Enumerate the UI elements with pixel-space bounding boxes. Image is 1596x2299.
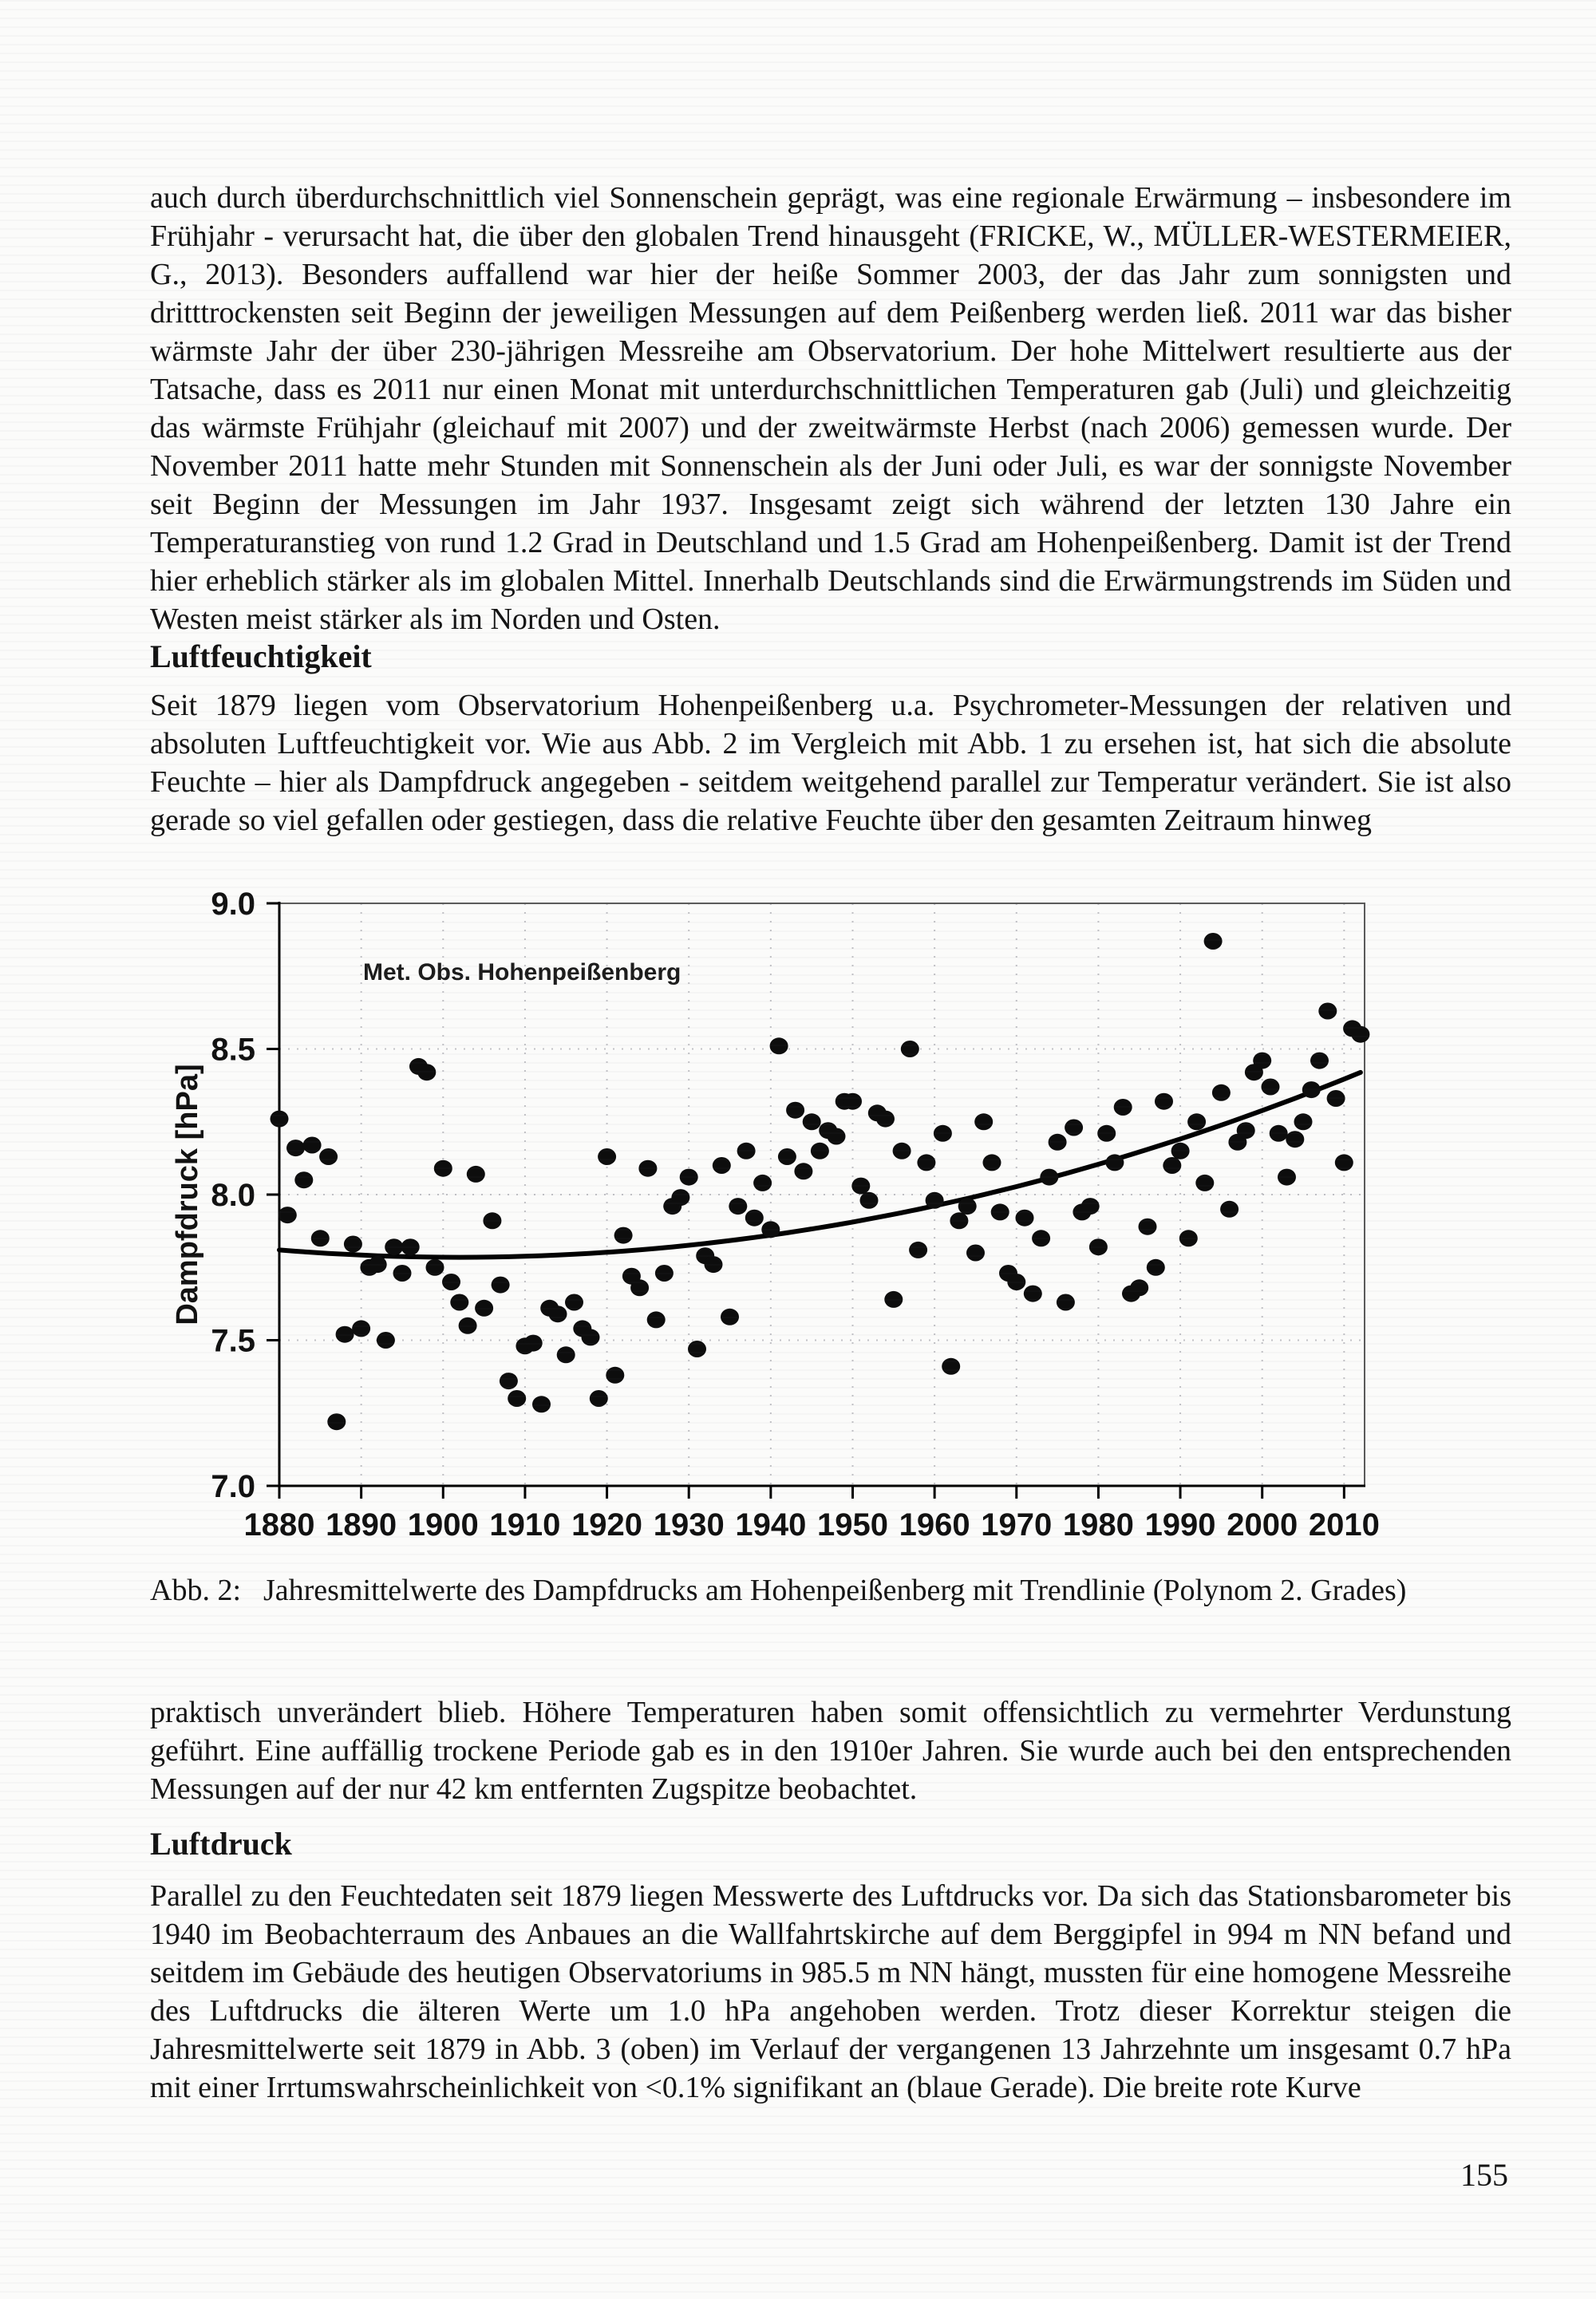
x-tick-label: 1990 — [1144, 1507, 1216, 1543]
data-point — [303, 1137, 322, 1154]
data-point — [721, 1309, 739, 1325]
data-point — [786, 1102, 804, 1119]
data-point — [1343, 1020, 1361, 1037]
data-point — [344, 1236, 362, 1253]
data-point — [1114, 1099, 1132, 1116]
data-point — [417, 1064, 436, 1080]
data-point — [508, 1390, 526, 1407]
x-tick-label: 2010 — [1308, 1507, 1380, 1543]
data-point — [696, 1247, 714, 1264]
data-point — [638, 1160, 657, 1177]
data-point — [991, 1203, 1009, 1220]
x-tick-label: 1930 — [653, 1507, 725, 1543]
data-point — [1212, 1084, 1231, 1101]
paragraph-dry-period — [150, 1693, 1511, 1808]
data-point — [1187, 1113, 1206, 1130]
x-tick-label: 2000 — [1227, 1507, 1298, 1543]
data-point — [271, 1111, 289, 1128]
x-tick-label: 1950 — [816, 1507, 888, 1543]
data-point — [540, 1300, 559, 1317]
data-point — [1007, 1274, 1025, 1290]
data-point — [1024, 1286, 1042, 1302]
x-tick-label: 1900 — [407, 1507, 479, 1543]
data-point — [729, 1198, 747, 1215]
data-point — [1032, 1230, 1050, 1246]
data-point — [294, 1171, 313, 1188]
data-point — [630, 1279, 649, 1296]
data-point — [909, 1242, 927, 1258]
data-point — [450, 1294, 468, 1311]
data-point — [442, 1274, 460, 1290]
x-tick-label: 1960 — [899, 1507, 970, 1543]
data-point — [836, 1093, 854, 1110]
data-point — [1049, 1134, 1067, 1151]
data-point — [1327, 1090, 1345, 1107]
data-point — [1278, 1169, 1296, 1186]
data-point — [671, 1189, 689, 1206]
data-point — [492, 1277, 510, 1294]
data-point — [761, 1221, 780, 1238]
data-point — [884, 1291, 903, 1308]
data-point — [1073, 1203, 1091, 1220]
section-heading-luftfeuchtigkeit: Luftfeuchtigkeit — [150, 638, 372, 674]
data-point — [851, 1178, 870, 1195]
data-point — [778, 1148, 796, 1165]
data-point — [901, 1041, 919, 1057]
data-point — [360, 1259, 378, 1276]
data-point — [1310, 1053, 1329, 1069]
data-point — [516, 1337, 534, 1354]
data-point — [680, 1169, 698, 1186]
data-point — [385, 1238, 403, 1255]
paragraph-text: Parallel zu den Feuchtedaten seit 1879 liegen Messwerte des Luftdrucks vor. Da sich das Stationsbarometer bis 1940 im Beobachterraum des Anbaues an die Wallfahrtskirche auf dem Berggipfel in 994 m NN befand und seitdem im Gebäude des heutigen Observatoriums in 985.5 m NN hängt, mussten für eine homogene Messreihe des Luftdrucks die älteren Werte um 1.0 hPa angehoben werden. Trotz dieser Korrektur steigen die Jahresmittelwerte seit 1879 in Abb. 3 (oben) im Verlauf der vergangenen 13 Jahrzehnte um insgesamt 0.7 hPa mit einer Irrtumswahrscheinlichkeit von <0.1% signifikant an (blaue Gerade). Die breite rote Kurve — [150, 1879, 1511, 2104]
y-axis-title: Dampfdruck [hPa] — [171, 1064, 204, 1325]
data-point — [393, 1265, 412, 1282]
data-point — [958, 1198, 977, 1215]
data-point — [811, 1143, 829, 1159]
data-point — [745, 1210, 764, 1227]
data-point — [1057, 1294, 1075, 1311]
data-point — [573, 1320, 591, 1337]
data-point — [926, 1192, 944, 1209]
data-point — [1040, 1169, 1058, 1186]
data-point — [286, 1140, 305, 1156]
x-tick-label: 1910 — [489, 1507, 561, 1543]
paragraph-text: Seit 1879 liegen vom Observatorium Hohenpeißenberg u.a. Psychrometer-Messungen der relativen und absoluten Luftfeuchtigkeit vor. Wie aus Abb. 2 im Vergleich mit Abb. 1 zu ersehen ist, hat sich die absolute Feuchte – hier als Dampfdruck angegeben - seitdem weitgehend parallel zur Temperatur verändert. Sie ist also gerade so viel gefallen oder gestiegen, dass die relative Feuchte über den gesamten Zeitraum hinweg — [150, 689, 1511, 837]
data-point — [319, 1148, 338, 1165]
data-point — [434, 1160, 452, 1177]
data-point — [1122, 1286, 1140, 1302]
x-tick-label: 1940 — [735, 1507, 807, 1543]
data-point — [1335, 1154, 1353, 1171]
data-point — [917, 1154, 935, 1171]
data-point — [336, 1326, 354, 1343]
data-point — [1163, 1157, 1181, 1174]
data-point — [1220, 1201, 1238, 1218]
x-tick-label: 1880 — [243, 1507, 315, 1543]
data-point — [966, 1245, 985, 1262]
section-heading-luftdruck: Luftdruck — [150, 1826, 292, 1862]
data-point — [1171, 1143, 1190, 1159]
data-point — [426, 1259, 444, 1276]
paragraph-humidity — [150, 686, 1511, 839]
x-tick-label: 1970 — [981, 1507, 1053, 1543]
data-point — [1195, 1175, 1214, 1191]
data-point — [688, 1341, 706, 1357]
data-point — [549, 1306, 567, 1322]
data-point — [1105, 1154, 1124, 1171]
data-point — [713, 1157, 731, 1174]
data-point — [582, 1329, 600, 1345]
y-tick-label: 9.0 — [211, 887, 255, 922]
data-point — [974, 1113, 993, 1130]
data-point — [1294, 1113, 1313, 1130]
y-tick-label: 7.5 — [211, 1323, 255, 1359]
data-point — [950, 1212, 968, 1229]
paragraph-text: praktisch unverändert blieb. Höhere Temperaturen haben somit offensichtlich zu vermehrter Verdunstung geführt. Eine auffällig trockene Periode gab es in den 1910er Jahren. Sie wurde auch bei den entsprechenden Messungen auf der nur 42 km entfernten Zugspitze beobachtet. — [150, 1696, 1511, 1806]
data-point — [1089, 1238, 1108, 1255]
y-tick-label: 8.5 — [211, 1032, 255, 1068]
paragraph-pressure — [150, 1877, 1511, 2107]
data-point — [843, 1093, 862, 1110]
plot-border — [279, 903, 1365, 1486]
data-point — [606, 1367, 624, 1384]
data-point — [377, 1332, 395, 1349]
station-label: Met. Obs. Hohenpeißenberg — [363, 959, 681, 986]
data-point — [1147, 1259, 1165, 1276]
data-point — [1318, 1003, 1337, 1020]
figure-caption-label: Abb. 2: — [150, 1574, 241, 1607]
data-point — [705, 1256, 723, 1273]
data-point — [893, 1143, 911, 1159]
data-point — [1262, 1079, 1280, 1096]
data-point — [311, 1230, 330, 1246]
data-point — [459, 1317, 477, 1334]
data-point — [1245, 1064, 1263, 1080]
data-point — [1286, 1131, 1304, 1148]
data-point — [483, 1212, 501, 1229]
data-point — [1228, 1134, 1246, 1151]
data-point — [401, 1238, 420, 1255]
data-point — [1097, 1125, 1116, 1142]
data-point — [1204, 933, 1223, 950]
data-point — [467, 1166, 485, 1183]
data-point — [663, 1198, 681, 1215]
data-point — [557, 1346, 575, 1363]
data-point — [598, 1148, 616, 1165]
data-point — [1237, 1122, 1255, 1139]
data-point — [803, 1113, 821, 1130]
data-point — [614, 1227, 633, 1244]
data-point — [1139, 1219, 1157, 1235]
data-point — [279, 1207, 297, 1223]
data-point — [1065, 1120, 1083, 1136]
data-point — [369, 1256, 387, 1273]
data-point — [352, 1320, 370, 1337]
paragraph-intro-warming — [150, 179, 1511, 638]
data-point — [475, 1300, 493, 1317]
data-point — [860, 1192, 879, 1209]
data-point — [647, 1311, 666, 1328]
data-point — [819, 1122, 837, 1139]
data-point — [868, 1104, 887, 1121]
trend-line — [279, 1072, 1361, 1258]
data-point — [1302, 1081, 1321, 1098]
data-point — [934, 1125, 952, 1142]
figure-caption-text: Jahresmittelwerte des Dampfdrucks am Hohenpeißenberg mit Trendlinie (Polynom 2. Grades) — [263, 1574, 1407, 1607]
x-tick-label: 1920 — [571, 1507, 643, 1543]
data-point — [409, 1058, 428, 1075]
figure-caption — [150, 1572, 1511, 1609]
data-point — [942, 1358, 960, 1375]
data-point — [1081, 1198, 1100, 1215]
data-point — [500, 1373, 518, 1389]
y-tick-label: 8.0 — [211, 1178, 255, 1213]
data-point — [655, 1265, 674, 1282]
data-point — [524, 1335, 543, 1352]
data-point — [737, 1143, 756, 1159]
y-tick-label: 7.0 — [211, 1469, 255, 1504]
data-point — [1179, 1230, 1198, 1246]
data-point — [622, 1268, 641, 1285]
data-point — [983, 1154, 1001, 1171]
data-point — [1155, 1093, 1173, 1110]
data-point — [753, 1175, 772, 1191]
data-point — [327, 1413, 346, 1430]
data-point — [1130, 1279, 1148, 1296]
data-point — [1253, 1053, 1271, 1069]
data-point — [1351, 1026, 1369, 1043]
x-tick-label: 1980 — [1062, 1507, 1134, 1543]
data-point — [999, 1265, 1017, 1282]
data-point — [1270, 1125, 1288, 1142]
data-point — [794, 1163, 812, 1179]
paragraph-text: auch durch überdurchschnittlich viel Sonnenschein geprägt, was eine regionale Erwärmung – insbesondere im Frühjahr - verursacht hat, die über den globalen Trend hinausgeht (FRICKE, W., MÜLLER-WESTERMEIER, G., 2013). Besonders auffallend war hier der heiße Sommer 2003, der das Jahr zum sonnigsten und dritttrockensten seit Beginn der jeweiligen Messungen auf dem Peißenberg werden ließ. 2011 war das bisher wärmste Jahr der über 230-jährigen Messreihe am Observatorium. Der hohe Mittelwert resultierte aus der Tatsache, dass es 2011 nur einen Monat mit unterdurchschnittlichen Temperaturen gab (Juli) und gleichzeitig das wärmste Frühjahr (gleichauf mit 2007) und der zweitwärmste Herbst (nach 2006) gemessen wurde. Der November 2011 hatte mehr Stunden mit Sonnenschein als der Juni oder Juli, es war der sonnigste November seit Beginn der Messungen im Jahr 1937. Insgesamt zeigt sich während der letzten 130 Jahre ein Temperaturanstieg von rund 1.2 Grad in Deutschland und 1.5 Grad am Hohenpeißenberg. Damit ist der Trend hier erheblich stärker als im globalen Mittel. Innerhalb Deutschlands sind die Erwärmungstrends im Süden und Westen meist stärker als im Norden und Osten. — [150, 181, 1511, 636]
data-point — [1016, 1210, 1034, 1227]
data-point — [565, 1294, 583, 1311]
data-point — [876, 1111, 895, 1128]
x-tick-label: 1890 — [326, 1507, 397, 1543]
data-point — [828, 1128, 846, 1145]
data-point — [770, 1037, 788, 1054]
data-point — [590, 1390, 608, 1407]
page-number: 155 — [1460, 2157, 1508, 2193]
data-point — [532, 1396, 551, 1412]
